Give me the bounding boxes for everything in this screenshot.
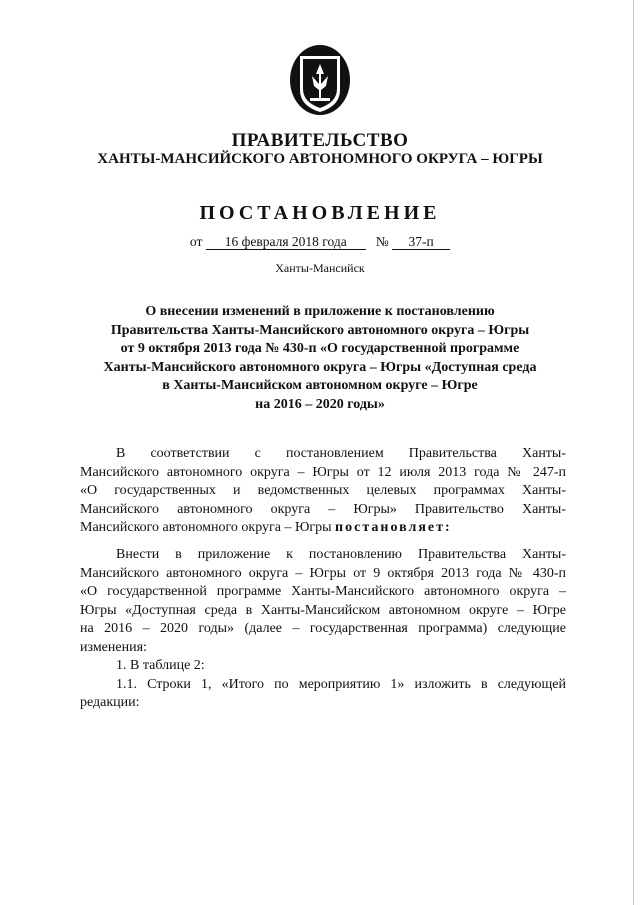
paragraph-last-line: изменения: <box>80 639 147 655</box>
title-line: Ханты-Мансийского автономного округа – Югры «Доступная среда <box>103 359 537 375</box>
resolves-word: постановляет: <box>335 520 452 535</box>
government-title: ПРАВИТЕЛЬСТВО <box>231 130 409 151</box>
paragraph-line: В соответствии с постановлением Правительства Ханты- <box>116 446 566 461</box>
paragraph-line: Югры «Доступная среда в Ханты-Мансийском автономном округе – Югре <box>80 602 566 618</box>
title-line: на 2016 – 2020 годы» <box>255 396 385 412</box>
item-1: 1. В таблице 2: <box>116 658 205 673</box>
paragraph-line: Мансийского автономного округа – Югры» Правительство Ханты- <box>80 501 566 517</box>
preamble-paragraph <box>80 445 566 538</box>
number-prefix: № <box>375 234 389 249</box>
amendment-paragraph <box>80 546 566 713</box>
title-line: от 9 октября 2013 года № 430-п «О государственной программе <box>120 341 520 356</box>
date-number-line <box>60 234 580 250</box>
paragraph-line: Мансийского автономного округа – Югры от 12 июля 2013 года № 247-п <box>80 464 566 480</box>
document-date: 16 февраля 2018 года <box>206 234 366 250</box>
region-title: ХАНТЫ-МАНСИЙСКОГО АВТОНОМНОГО ОКРУГА – ЮГРЫ <box>97 151 543 167</box>
title-line: Правительства Ханты-Мансийского автономного округа – Югры <box>110 322 530 338</box>
paragraph-line: «О государственной программе Ханты-Мансийского автономного округа – <box>80 584 566 599</box>
title-line: в Ханты-Мансийском автономном округе – Югре <box>162 378 478 393</box>
item-1-1-last-line: редакции: <box>80 695 140 710</box>
scan-edge-line <box>633 0 634 905</box>
document-type: ПОСТАНОВЛЕНИЕ <box>199 202 441 224</box>
paragraph-line-text: Мансийского автономного округа – Югры <box>80 520 332 535</box>
title-line: О внесении изменений в приложение к постановлению <box>145 304 495 319</box>
coat-of-arms-emblem-icon <box>288 40 352 116</box>
document-title <box>70 303 570 414</box>
paragraph-line: Мансийского автономного округа – Югры от 9 октября 2013 года № 430-п <box>80 565 566 581</box>
paragraph-line: на 2016 – 2020 годы» (далее – государственная программа) следующие <box>80 621 566 636</box>
paragraph-last-line <box>80 519 566 538</box>
item-1-1: 1.1. Строки 1, «Итого по мероприятию 1» изложить в следующей <box>116 676 566 692</box>
document-number: 37-п <box>392 234 450 250</box>
paragraph-line: «О государственных и ведомственных целевых программах Ханты- <box>80 483 566 498</box>
city: Ханты-Мансийск <box>275 261 365 275</box>
date-prefix: от <box>189 234 203 249</box>
paragraph-line: Внести в приложение к постановлению Правительства Ханты- <box>116 547 566 562</box>
